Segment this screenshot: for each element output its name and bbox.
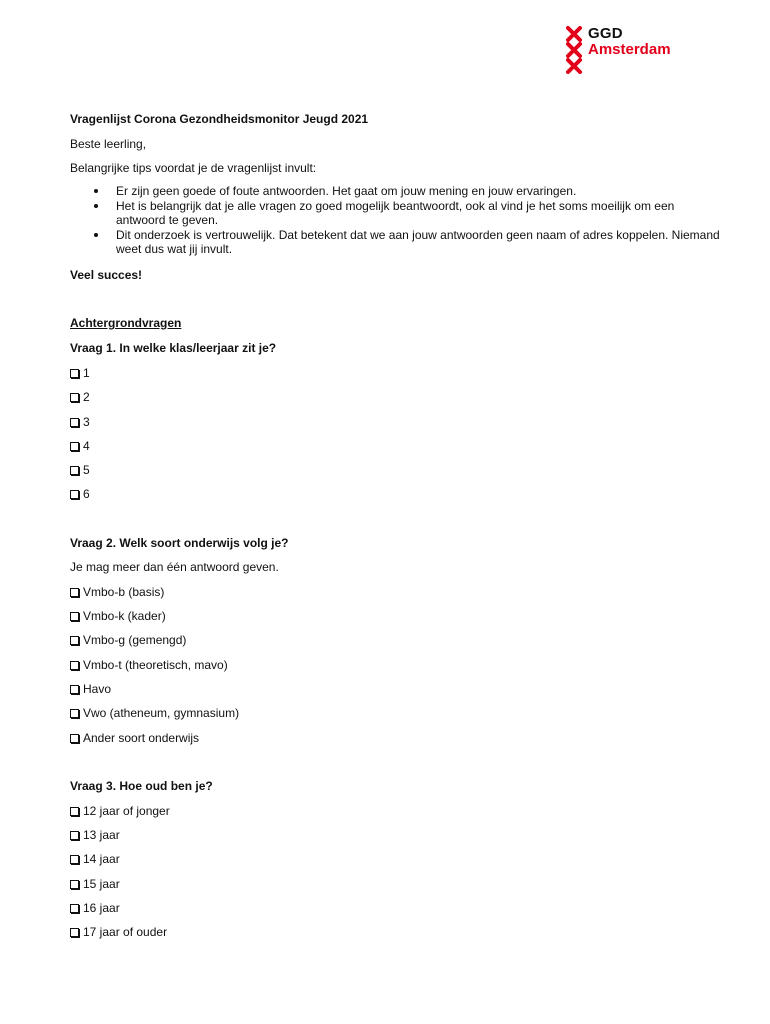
tip-item: Er zijn geen goede of foute antwoorden. Het gaat om jouw mening en jouw ervaringen. [70, 184, 720, 199]
q2-option[interactable]: Vmbo-t (theoretisch, mavo) [70, 658, 228, 673]
q1-option[interactable]: 2 [70, 390, 90, 405]
q3-option[interactable]: 15 jaar [70, 877, 120, 892]
checkbox[interactable] [70, 442, 79, 451]
q1-option[interactable]: 4 [70, 439, 90, 454]
q1-option[interactable]: 6 [70, 487, 90, 502]
checkbox[interactable] [70, 734, 79, 743]
question-1-label: Vraag 1. In welke klas/leerjaar zit je? [70, 341, 277, 355]
q3-option[interactable]: 13 jaar [70, 828, 120, 843]
checkbox[interactable] [70, 588, 79, 597]
checkbox[interactable] [70, 490, 79, 499]
q2-option[interactable]: Ander soort onderwijs [70, 731, 199, 746]
ggd-amsterdam-logo [566, 25, 706, 75]
section-heading: Achtergrondvragen [70, 316, 182, 330]
q3-option[interactable]: 17 jaar of ouder [70, 925, 167, 940]
checkbox[interactable] [70, 418, 79, 427]
andreas-cross-icon [566, 26, 582, 42]
q2-option[interactable]: Vmbo-g (gemengd) [70, 633, 186, 648]
question-2-label: Vraag 2. Welk soort onderwijs volg je? [70, 536, 289, 550]
q3-option[interactable]: 14 jaar [70, 852, 120, 867]
q3-option[interactable]: 16 jaar [70, 901, 120, 916]
checkbox[interactable] [70, 855, 79, 864]
checkbox[interactable] [70, 661, 79, 670]
checkbox[interactable] [70, 928, 79, 937]
checkbox[interactable] [70, 807, 79, 816]
checkbox[interactable] [70, 831, 79, 840]
closing-text: Veel succes! [70, 268, 143, 282]
question-3-label: Vraag 3. Hoe oud ben je? [70, 779, 213, 793]
question-2-note: Je mag meer dan één antwoord geven. [70, 560, 279, 574]
q1-option[interactable]: 5 [70, 463, 90, 478]
q2-option[interactable]: Havo [70, 682, 111, 697]
tips-intro: Belangrijke tips voordat je de vragenlijst invult: [70, 161, 317, 175]
logo-text-amsterdam: Amsterdam [588, 41, 671, 58]
q2-option[interactable]: Vwo (atheneum, gymnasium) [70, 706, 239, 721]
checkbox[interactable] [70, 369, 79, 378]
andreas-cross-icon [566, 42, 582, 58]
checkbox[interactable] [70, 904, 79, 913]
document-title: Vragenlijst Corona Gezondheidsmonitor Jeugd 2021 [70, 112, 369, 126]
q2-option[interactable]: Vmbo-b (basis) [70, 585, 164, 600]
checkbox[interactable] [70, 612, 79, 621]
q1-option[interactable]: 3 [70, 415, 90, 430]
q2-option[interactable]: Vmbo-k (kader) [70, 609, 166, 624]
checkbox[interactable] [70, 393, 79, 402]
checkbox[interactable] [70, 636, 79, 645]
checkbox[interactable] [70, 685, 79, 694]
logo-text-ggd: GGD [588, 25, 623, 42]
tips-list [70, 184, 720, 257]
greeting: Beste leerling, [70, 137, 147, 151]
q3-option[interactable]: 12 jaar of jonger [70, 804, 170, 819]
q1-option[interactable]: 1 [70, 366, 90, 381]
tip-item: Dit onderzoek is vertrouwelijk. Dat betekent dat we aan jouw antwoorden geen naam of adres koppelen. Niemand weet dus wat jij invult. [70, 228, 720, 257]
tip-item: Het is belangrijk dat je alle vragen zo goed mogelijk beantwoordt, ook al vind je het soms moeilijk om een antwoord te geven. [70, 199, 720, 228]
checkbox[interactable] [70, 466, 79, 475]
andreas-cross-icon [566, 58, 582, 74]
checkbox[interactable] [70, 880, 79, 889]
checkbox[interactable] [70, 709, 79, 718]
